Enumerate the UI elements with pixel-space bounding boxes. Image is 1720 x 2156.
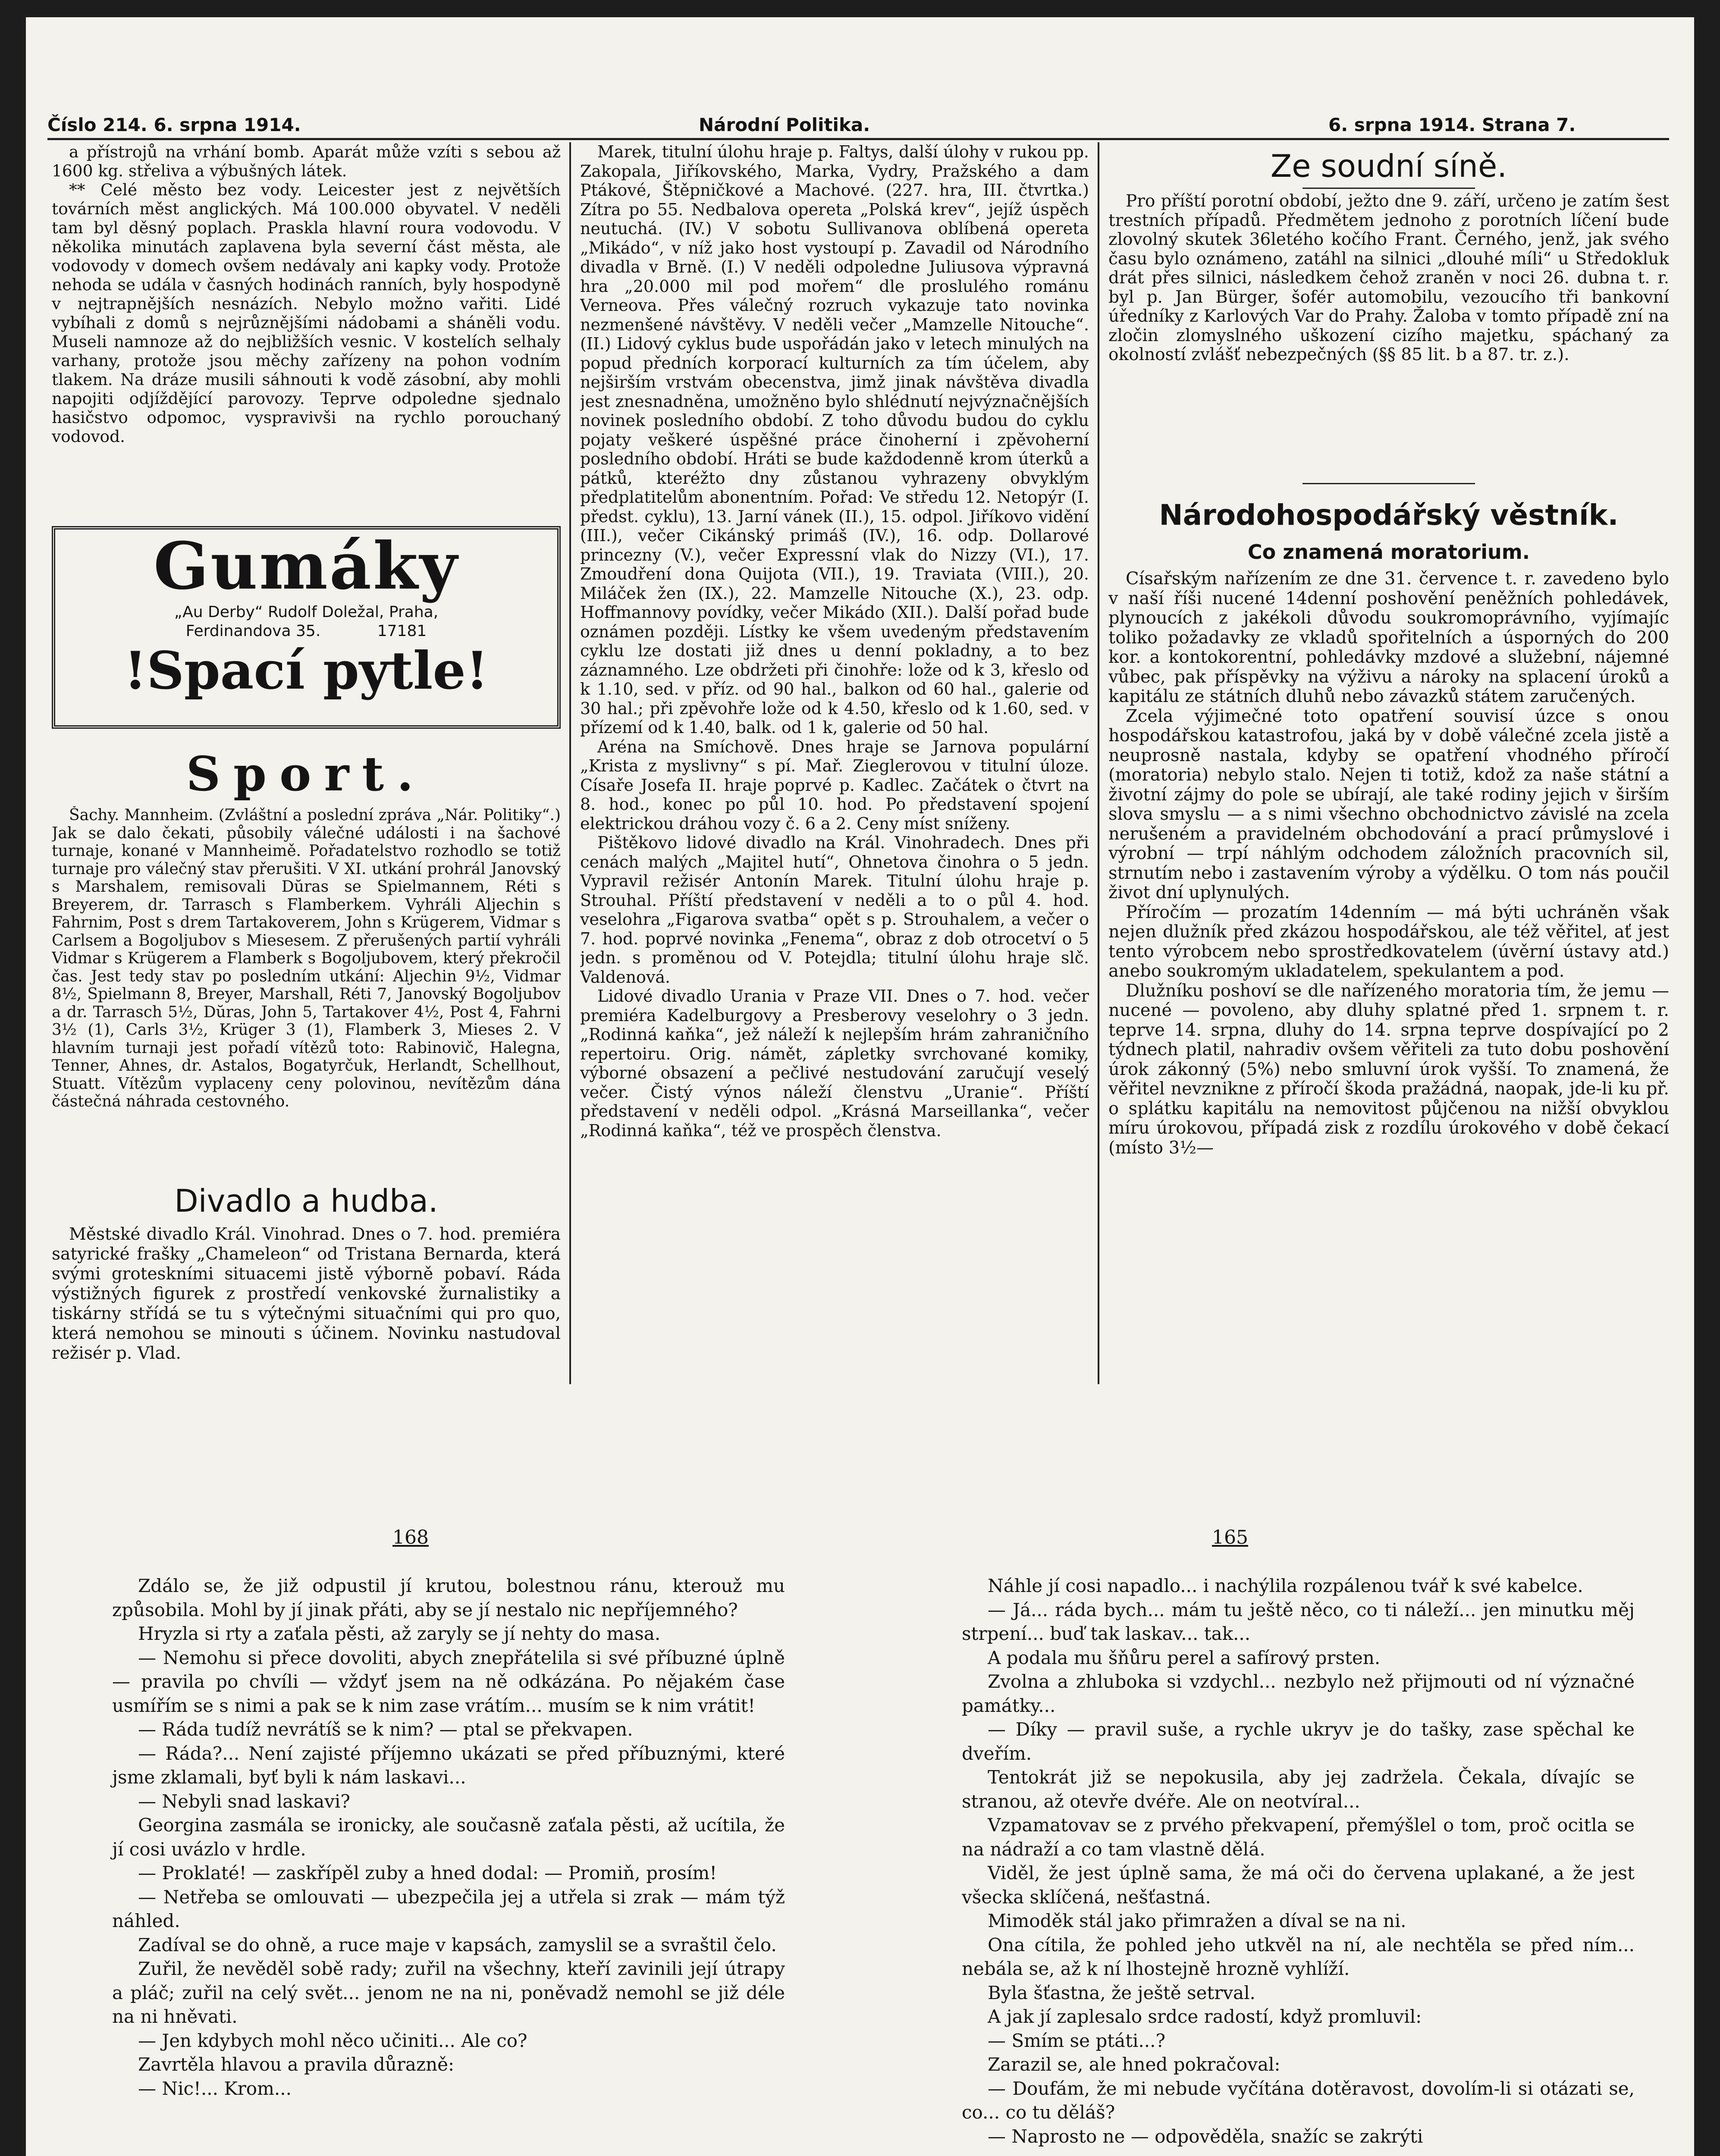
novel-paragraph: Zdálo se, že již odpustil jí krutou, bolestnou ránu, kterouž mu způsobila. Mohl by jí jinak přáti, aby se jí nestalo nic nepříjemného?	[112, 1575, 785, 1620]
novel-paragraph: — Ráda?... Není zajisté příjemno ukázati se před příbuznými, které jsme zklamali, byť byli k nám laskavi...	[112, 1742, 785, 1788]
novel-paragraph: A podala mu šňůru perel a safírový prsten.	[988, 1647, 1381, 1668]
column-divider	[569, 142, 571, 1384]
section-rule	[1303, 483, 1475, 484]
novel-paragraph: Ona cítila, že pohled jeho utkvěl na ní, ale nechtěla se před ním... nebála se, až k ní lhostejně hrozně vyhlíží.	[962, 1934, 1635, 1979]
economy-heading: Národohospodářský věstník.	[1159, 498, 1619, 532]
header-date-page: 6. srpna 1914. Strana 7.	[1328, 114, 1576, 135]
theatre-section	[52, 1225, 561, 1384]
novel-paragraph: — Jen kdybych mohl něco učiniti... Ale co?	[138, 2030, 527, 2051]
article-paragraph: Pro příští porotní období, ježto dne 9. září, určeno je zatím šest trestních případů. Předmětem jednoho z porotních líčení bude zlovolný skutek 36letého kočího Frant. Černého, jenž, jak svého času bylo oznámeno, zatáhl na silnici „dlouhé míli“ u Středokluk drát přes silnici, následkem čehož zraněn v noci 26. dubna t. r. byl p. Jan Bürger, šofér automobilu, vezoucího tři bankovní úředníky z Karlových Var do Prahy. Žaloba v tomto případě zní na zločin zlomyslného uškození cizího majetku, spáchaný za okolností zvlášť nebezpečných (§§ 85 lit. b a 87. tr. z.).	[1108, 192, 1669, 364]
economy-subheading: Co znamená moratorium.	[1247, 540, 1530, 564]
advertisement	[52, 526, 561, 729]
novel-paragraph: — Nemohu si přece dovoliti, abych znepřátelila si své příbuzné úplně — pravila po chvíli — vždyť jsem na ně odkázána. Po nějakém čase usmířím se s nimi a pak se k nim zase vrátím... musím se k nim vrátit!	[112, 1647, 785, 1716]
ad-address-street: Ferdinandova 35. 17181	[185, 622, 427, 640]
novel-paragraph: — Nebyli snad laskavi?	[138, 1790, 350, 1812]
header-masthead: Národní Politika.	[699, 114, 870, 135]
ad-address: „Au Derby“ Rudolf Doležal, Praha,	[174, 603, 439, 621]
novel-paragraph: Zarazil se, ale hned pokračoval:	[988, 2054, 1281, 2075]
novel-paragraph: — Doufám, že mi nebude vyčítána dotěravost, dovolím-li si otázati se, co... co tu děláš?	[962, 2078, 1635, 2123]
novel-paragraph: Byla šťastna, že ještě setrval.	[988, 1982, 1255, 2003]
ad-subtitle: !Spací pytle!	[124, 640, 489, 701]
novel-paragraph: — Proklaté! — zaskřípěl zuby a hned dodal: — Promiň, prosím!	[138, 1862, 717, 1883]
article-paragraph: Marek, titulní úlohu hraje p. Faltys, další úlohy v rukou pp. Zakopala, Jiříkovského, Marka, Vydry, Pražského a dam Ptákové, Štěpničkové a Machové. (227. hra, III. čtvrtka.) Zítra po 55. Nedbalova opereta „Polská krev“, jejíž úspěch neutuchá. (IV.) V sobotu Sullivanova oblíbená opereta „Mikádo“, v níž jako host vystoupí p. Zavadil od Národního divadla v Brně. (I.) V neděli odpoledne Juliusova výpravná hra „20.000 mil pod mořem“ dle proslulého románu Verneova. Přes válečný rozruch vykazuje tato novinka nezmenšené návštěvy. V neděli večer „Mamzelle Nitouche“. (II.) Lidový cyklus bude uspořádán jako v letech minulých na popud předních korporací kulturních za tím účelem, aby nejširším vrstvám obecenstva, jimž jinak návštěva divadla jest znesnadněna, umožněno bylo shlédnutí nejvýznačnějších novinek posledního období. Z toho důvodu budou do cyklu pojaty veškeré úspěšné práce činoherní i zpěvoherní posledního období. Hráti se bude každodenně krom úterků a pátků, kteréžto dny zůstanou vyhrazeny obvyklým předplatitelům abonentním. Pořad: Ve středu 12. Netopýr (I. předst. cyklu), 13. Jarní vánek (II.), 15. odpol. Jiříkovo vidění (III.), večer Cikánský primáš (IV.), 16. odp. Dollarové princezny (V.), večer Expressní vlak do Nizzy (VI.), 17. Zmoudření dona Quijota (VII.), 19. Traviata (VIII.), 20. Miláček žen (IX.), 22. Mamzelle Nitouche (X.), 23. odp. Hoffmannovy povídky, večer Mikádo (XII.). Další pořad bude oznámen později. Lístky ke všem uvedeným představením cyklu lze dostati již dnes u denní pokladny, a to bez záznamného. Lze obdržeti při činohře: lože od k 3, křeslo od k 1.10, sed. v příz. od 90 hal., balkon od 60 hal., galerie od 30 hal.; při zpěvohře lože od k 4.50, křeslo od k 1.60, sed. v přízemí od k 1.40, balk. od 1 k, galerie od 50 hal.	[580, 142, 1089, 737]
novel-paragraph: Tentokrát již se nepokusila, aby jej zadržela. Čekala, dívajíc se stranou, až otevře dvéře. Ale on neotvíral...	[962, 1767, 1635, 1812]
article-paragraph: Příročím — prozatím 14denním — má býti uchráněn však nejen dlužník před zkázou hospodářskou, ale též věřitel, ať jest tento výrobcem nebo sprostředkovatelem (úvěrní ústavy atd.) anebo soukromým ukladatelem, spekulantem a pod.	[1108, 902, 1669, 981]
header-issue: Číslo 214. 6. srpna 1914.	[47, 114, 301, 135]
novel-left-page	[112, 1574, 785, 2156]
novel-paragraph: Zadíval se do ohně, a ruce maje v kapsách, zamyslil se a svraštil čelo.	[138, 1934, 777, 1955]
novel-paragraph: A jak jí zaplesalo srdce radostí, když promluvil:	[988, 2006, 1422, 2027]
novel-paragraph: — Díky — pravil suše, a rychle ukryv je do tašky, zase spěchal ke dveřím.	[962, 1719, 1635, 1764]
novel-paragraph: Zvolna a zhluboka si vzdychl... nezbylo než přijmouti od ní význačné památky...	[962, 1671, 1635, 1716]
novel-paragraph: — Smím se ptáti...?	[988, 2030, 1166, 2051]
ad-title: Gumáky	[153, 528, 459, 604]
novel-paragraph: — Ráda tudíž nevrátíš se k nim? — ptal se překvapen.	[138, 1719, 633, 1740]
court-section	[1108, 192, 1669, 472]
novel-paragraph: — Netřeba se omlouvati — ubezpečila jej a utřela si zrak — mám týž náhled.	[112, 1886, 785, 1931]
section-rule	[1303, 188, 1475, 189]
article-paragraph: Císařským nařízením ze dne 31. července t. r. zavedeno bylo v naší říši nucené 14denní poshovění peněžních pohledávek, plynoucích z jakékoli důvodu soukromoprávního, vyjímajíc toliko požadavky ze vkladů spořitelních a úsporných do 200 kor. a kontokorentní, pohledávky mzdové a služební, nájemné vůbec, pak příspěvky na výživu a nároky na splacení úroků a kapitálu ze státních dluhů nebo závazků státem zaručených.	[1108, 569, 1669, 706]
novel-page-number: 165	[1212, 1526, 1248, 1548]
article-paragraph: Aréna na Smíchově. Dnes hraje se Jarnova populární „Krista z myslivny“ s pí. Mař. Zieglerovou v titulní úloze. Císaře Josefa II. hraje poprvé p. Kadlec. Začátek o čtvrt na 8. hod., konec po půl 10. hod. Po představení spojení elektrickou dráhou vozy č. 6 a 2. Ceny míst sníženy.	[580, 737, 1089, 833]
novel-paragraph: Zavrtěla hlavou a pravila důrazně:	[138, 2054, 455, 2075]
sport-heading: Sport.	[186, 746, 427, 802]
economy-section	[1108, 569, 1669, 1384]
theatre-heading: Divadlo a hudba.	[174, 1183, 438, 1219]
novel-page-number: 168	[392, 1526, 429, 1548]
novel-paragraph: — Já... ráda bych... mám tu ještě něco, co ti náleží... jen minutku měj strpení... buď tak laskav... tak...	[962, 1599, 1635, 1644]
article-paragraph: Městské divadlo Král. Vinohrad. Dnes o 7. hod. premiéra satyrické frašky „Chameleon“ od Tristana Bernarda, která svými groteskními situacemi jistě výborně pobaví. Ráda výstižných figurek z prostředí venkovské žurnalistiky a tiskárny střídá se tu s výtečnými situačními qui pro quo, která nemohou se minouti s účinem. Novinku nastudoval režisér p. Vlad.	[52, 1225, 561, 1363]
novel-paragraph: Vzpamatovav se z prvého překvapení, přemýšlel o tom, proč ocitla se na nádraží a co tam vlastně dělá.	[962, 1814, 1635, 1860]
column-1-intro	[52, 142, 561, 522]
article-paragraph: ** Celé město bez vody. Leicester jest z největších továrních měst anglických. Má 100.000 obyvatel. V neděli tam byl děsný poplach. Praskla hlavní roura vodovodu. V několika minutách zaplavena byla severní část města, ale vodovody v domech ovšem nedávaly ani kapky vody. Protože nehoda se udála v časných hodinách ranních, byly hospodyně v nejtrapnějších nesnázích. Nebylo možno vařiti. Lidé vybíhali z domů s nejrůznějšími nádobami a sháněli vodu. Museli namnoze až do nejbližších vesnic. V kostelích selhaly varhany, protože jsou měchy zařízeny na pohon vodním tlakem. Na dráze musili sáhnouti k vodě zásobní, aby mohli napojiti odjíždějící parovozy. Teprve odpoledne sjednalo hasičstvo odpomoc, vyspravivši na rychlo porouchaný vodovod.	[52, 180, 561, 446]
court-heading: Ze soudní síně.	[1270, 148, 1507, 184]
ad-number: 17181	[377, 622, 427, 640]
article-paragraph: Dlužníku poshoví se dle nařízeného moratoria tím, že jemu — nucené — povoleno, aby dluhy splatné před 1. srpnem t. r. teprve 14. srpna, dluhy do 14. srpna teprve dospívající po 2 týdnech platil, nahradiv ovšem věřiteli za tuto dobu poshovění úrok zákonný (5%) nebo smluvní úrok vyšší. To znamená, že věřitel nevznikne z příročí škoda pražádná, naopak, jde-li ku př. o splátku kapitálu na nemovitost půjčenou na nižší obvyklou míru úrokovou, případá zisk z rozdílu úrokového v době čekací (místo 3½—	[1108, 981, 1669, 1158]
article-paragraph: Šachy. Mannheim. (Zvláštní a poslední zpráva „Nár. Politiky“.) Jak se dalo čekati, působily válečné události i na šachové turnaje, konané v Mannheimě. Pořadatelstvo rozhodlo se totiž turnaje pro válečný stav přerušiti. V XI. utkání prohrál Janovský s Marshalem, remisovali Dŭras se Spielmannem, Réti s Breyerem, dr. Tarrasch s Flamberkem. Vyhráli Aljechin s Fahrnim, Post s drem Tartakoverem, John s Krügerem, Vidmar s Carlsem a Bogoljubov s Miesesem. Z přerušených partií vyhráli Vidmar s Krügerem a Flamberk s Bogoljubovem, který překročil čas. Jest tedy stav po posledním utkání: Aljechin 9½, Vidmar 8½, Spielmann 8, Breyer, Marshall, Réti 7, Janovský Bogoljubov a dr. Tarrasch 5½, Dŭras, John 5, Tartakover 4½, Post 4, Fahrni 3½ (1), Carls 3½, Krüger 3 (1), Flamberk 3, Mieses 2. V hlavním turnaji jest pořadí vítězů toto: Rabinovič, Halegna, Tenner, Ahnes, dr. Astalos, Bogatyrčuk, Herlandt, Schellhout, Stuatt. Vítězům vyplaceny ceny polovinou, nevítězům dána částečná náhrada cestovného.	[52, 806, 561, 1110]
header-rule	[47, 138, 1669, 140]
article-paragraph: Lidové divadlo Urania v Praze VII. Dnes o 7. hod. večer premiéra Kadelburgovy a Presberovy veselohry o 3 jedn. „Rodinná kaňka“, jež náleží k nejlepším hrám zahraničního repertoiru. Orig. námět, zápletky svrchované komiky, výborné obsazení a pečlivé nestudování zaručují veselý večer. Čistý výnos náleží členstvu „Uranie“. Příští představení v neděli odpol. „Krásná Marseillanka“, večer „Rodinná kaňka“, též ve prospěch členstva.	[580, 987, 1089, 1140]
novel-paragraph: Georgina zasmála se ironicky, ale současně zaťala pěsti, až ucítila, že jí cosi uvázlo v hrdle.	[112, 1814, 785, 1860]
novel-paragraph: Mimoděk stál jako přimražen a díval se na ni.	[988, 1910, 1406, 1931]
novel-paragraph: — Naprosto ne — odpověděla, snažíc se zakrýti	[988, 2125, 1423, 2147]
article-paragraph: Zcela výjimečné toto opatření souvisí úzce s onou hospodářskou katastrofou, jaká by v době válečné zcela jistě a neuprosně nastala, kdyby se opatření vhodného příročí (moratoria) nebylo stalo. Nejen ti totiž, kdož za naše státní a životní zájmy do pole se ubírají, ale také rodiny jejich v širším slova smyslu — a s nimi všechno obchodnictvo závislé na zcela nerušeném a pravidelném obchodování a prací průmyslové i výrobní — trpí náhlým odchodem záložních pracovních sil, strnutím nebo i zastavením výroby a výdělku. O tom nás poučil život dní uplynulých.	[1108, 706, 1669, 903]
novel-paragraph: Viděl, že jest úplně sama, že má oči do červena uplakané, a že jest všecka sklíčená, nešťastná.	[962, 1862, 1635, 1908]
column-2	[580, 142, 1089, 1384]
novel-paragraph: Hryzla si rty a zaťala pěsti, až zaryly se jí nehty do masa.	[138, 1623, 661, 1644]
article-paragraph: Pištěkovo lidové divadlo na Král. Vinohradech. Dnes při cenách malých „Majitel hutí“, Ohnetova činohra o 5 jedn. Vypravil režisér Antonín Marek. Titulní úlohu hraje p. Strouhal. Příští představení v neděli a to o půl 4. hod. veselohra „Figarova svatba“ opět s p. Strouhalem, a večer o 7. hod. poprvé novinka „Fenema“, obraz z dob otrocetví o 5 jedn. s proměnou od V. Potejdla; titulní úlohu hraje slč. Valdenová.	[580, 833, 1089, 987]
novel-paragraph: Zuřil, že nevěděl sobě rady; zuřil na všechny, kteří zavinili její útrapy a pláč; zuřil na celý svět... jenom ne na ni, poněvadž nemohl se již déle na ni hněvati.	[112, 1958, 785, 2027]
novel-paragraph: Náhle jí cosi napadlo... i nachýlila rozpálenou tvář k své kabelce.	[988, 1575, 1583, 1596]
novel-right-page	[962, 1574, 1635, 2156]
newspaper-page	[26, 17, 1694, 2156]
sport-section	[52, 806, 561, 1169]
column-divider	[1098, 142, 1099, 1384]
novel-paragraph: — Nic!... Krom...	[138, 2078, 292, 2099]
article-paragraph: a přístrojů na vrhání bomb. Aparát může vzíti s sebou až 1600 kg. střeliva a výbušných látek.	[52, 142, 561, 180]
